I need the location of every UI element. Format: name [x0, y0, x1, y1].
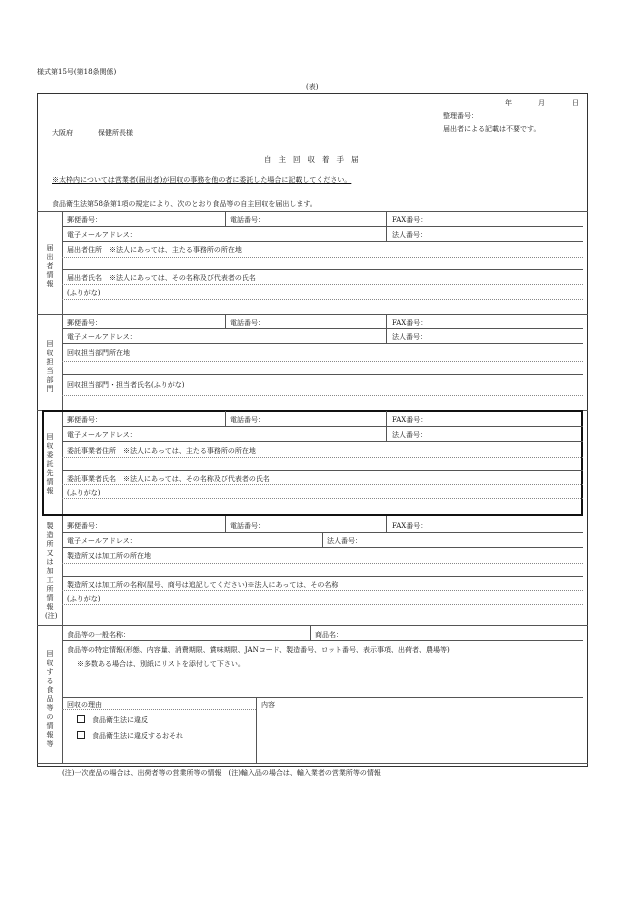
rule	[322, 532, 323, 547]
form-number: 様式第15号(第18条関係)	[37, 68, 117, 76]
contractor-corp-no: 法人番号：	[392, 431, 427, 439]
section-label-contractor: 回収委託先情報	[46, 433, 54, 495]
date-day: 日	[572, 99, 579, 107]
dept-email: 電子メールアドレス：	[67, 333, 137, 341]
rule	[37, 763, 588, 764]
rule	[62, 709, 256, 710]
food-general-name: 食品等の一般名称：	[67, 631, 130, 639]
rule	[62, 484, 583, 485]
dept-fax: FAX番号：	[392, 319, 428, 327]
factory-address: 製造所又は加工所の所在地	[67, 552, 151, 560]
factory-corp-no: 法人番号：	[327, 537, 362, 545]
rule	[62, 697, 583, 698]
food-product-name: 商品名：	[315, 631, 343, 639]
date-month: 月	[538, 99, 545, 107]
rule	[310, 625, 311, 640]
contractor-phone: 電話番号：	[230, 416, 265, 424]
applicant-phone: 電話番号：	[230, 216, 265, 224]
rule	[256, 697, 257, 763]
seiri-label: 整理番号：	[443, 112, 478, 120]
section-label-recall-dept: 回収担当部門	[46, 340, 54, 393]
factory-name: 製造所又は加工所の名称(屋号、商号は追記してください)※法人にあっては、その名称	[67, 581, 339, 589]
contractor-address: 委託事業者住所 ※法人にあっては、主たる事務所の所在地	[67, 447, 256, 455]
rule	[62, 457, 583, 458]
factory-fax: FAX番号：	[392, 522, 428, 530]
applicant-corp-no: 法人番号：	[392, 231, 427, 239]
applicant-name: 届出者氏名 ※法人にあっては、その名称及び代表者の氏名	[67, 274, 256, 282]
rule	[62, 269, 583, 270]
rule	[62, 395, 583, 396]
contractor-furigana: (ふりがな)	[67, 489, 101, 497]
rule	[62, 441, 583, 442]
recipient-pref: 大阪府	[52, 129, 73, 137]
applicant-fax: FAX番号：	[392, 216, 428, 224]
rule	[37, 314, 588, 315]
section-label-food: 回収する食品等の情報等	[46, 650, 54, 748]
applicant-address: 届出者住所 ※法人にあっては、主たる事務所の所在地	[67, 246, 242, 254]
footnote: (注)一次産品の場合は、出荷者等の営業所等の情報 (注)輸入品の場合は、輸入業者の営業所等の情報	[62, 769, 381, 777]
recipient-office: 保健所長様	[98, 129, 133, 137]
rule	[62, 374, 583, 375]
rule	[62, 257, 583, 258]
rule	[37, 625, 588, 626]
rule	[62, 470, 583, 471]
rule	[62, 547, 583, 548]
rule	[62, 226, 583, 227]
date-year: 年	[505, 99, 512, 107]
rule	[62, 426, 583, 427]
dept-person: 回収担当部門・担当者氏名(ふりがな)	[67, 381, 185, 389]
rule	[37, 211, 588, 212]
option-violation[interactable]	[77, 715, 148, 725]
intro-text: 食品衛生法第58条第1項の規定により、次のとおり食品等の自主回収を届出します。	[52, 200, 317, 208]
factory-postal: 郵便番号：	[67, 522, 102, 530]
rule	[62, 640, 583, 641]
food-many-note: ※多数ある場合は、別紙にリストを添付して下さい。	[77, 660, 245, 668]
rule	[62, 590, 583, 591]
rule	[62, 328, 583, 329]
rule	[386, 516, 387, 532]
checkbox-icon[interactable]	[77, 715, 85, 723]
reason-label: 回収の理由	[67, 701, 102, 709]
content-label: 内容	[261, 701, 275, 709]
dept-address: 回収担当部門所在地	[67, 349, 130, 357]
dept-corp-no: 法人番号：	[392, 333, 427, 341]
contractor-postal: 郵便番号：	[67, 416, 102, 424]
food-specific-info: 食品等の特定情報(形態、内容量、消費期限、賞味期限、JANコード、製造番号、ロット番号、表示事項、出荷者、農場等)	[67, 646, 450, 654]
rule	[62, 284, 583, 285]
factory-email: 電子メールアドレス：	[67, 537, 137, 545]
applicant-postal: 郵便番号：	[67, 216, 102, 224]
option-possible-violation[interactable]	[77, 731, 183, 741]
rule	[225, 211, 226, 226]
rule	[62, 343, 583, 344]
rule	[225, 516, 226, 532]
contractor-email: 電子メールアドレス：	[67, 431, 137, 439]
rule	[62, 563, 583, 564]
dept-phone: 電話番号：	[230, 319, 265, 327]
side-label: (表)	[306, 83, 319, 91]
rule	[62, 604, 583, 605]
instruction-note: ※太枠内については営業者(届出者)が回収の事務を他の者に委託した場合に記載してください。	[52, 176, 352, 184]
rule	[62, 241, 583, 242]
contractor-fax: FAX番号：	[392, 416, 428, 424]
section-label-applicant: 届出者情報	[46, 244, 54, 288]
rule	[62, 361, 583, 362]
rule	[225, 411, 226, 426]
rule	[62, 576, 583, 577]
factory-furigana: (ふりがな)	[67, 595, 101, 603]
factory-phone: 電話番号：	[230, 522, 265, 530]
dept-postal: 郵便番号：	[67, 319, 102, 327]
applicant-furigana: (ふりがな)	[67, 289, 101, 297]
rule	[62, 299, 583, 300]
checkbox-icon[interactable]	[77, 731, 85, 739]
contractor-name: 委託事業者氏名 ※法人にあっては、その名称及び代表者の氏名	[67, 475, 270, 483]
section-label-factory: 製造所又は加工所情報(注)	[45, 522, 58, 620]
rule	[62, 498, 583, 499]
rule	[225, 314, 226, 328]
seiri-note: 届出者による記載は不要です。	[443, 125, 541, 133]
applicant-email: 電子メールアドレス：	[67, 231, 137, 239]
option-violation-label: 食品衛生法に違反	[92, 716, 148, 724]
form-title: 自主回収着手届	[264, 155, 366, 164]
option-possible-violation-label: 食品衛生法に違反するおそれ	[92, 732, 183, 740]
